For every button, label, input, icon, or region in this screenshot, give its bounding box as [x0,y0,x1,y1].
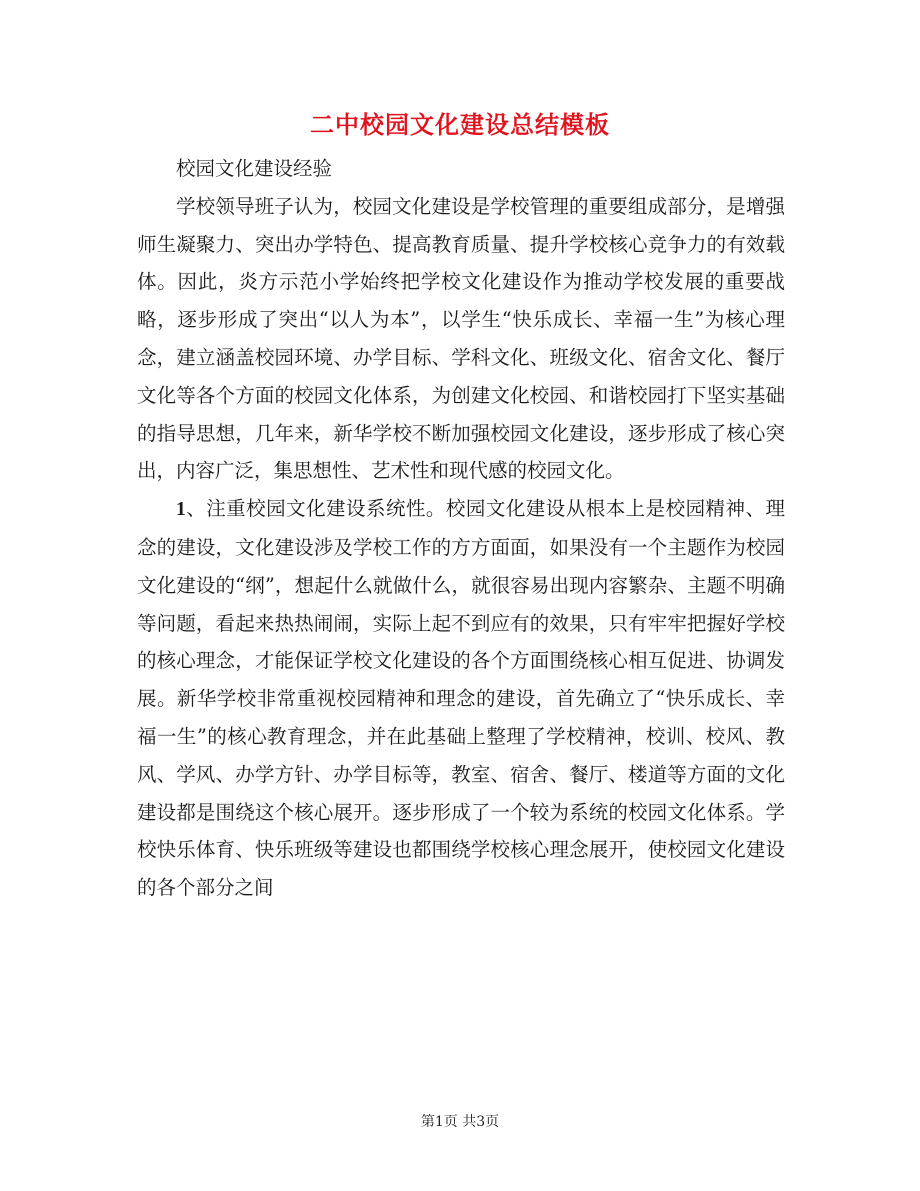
paragraph-1: 学校领导班子认为，校园文化建设是学校管理的重要组成部分，是增强师生凝聚力、突出办学特色、提高教育质量、提升学校核心竞争力的有效载体。因此，炎方示范小学始终把学校文化建设作为推动学校发展的重要战略，逐步形成了突出“以人为本”，以学生“快乐成长、幸福一生”为核心理念，建立涵盖校园环境、办学目标、学科文化、班级文化、宿舍文化、餐厅文化等各个方面的校园文化体系，为创建文化校园、和谐校园打下坚实基础的指导思想，几年来，新华学校不断加强校园文化建设，逐步形成了核心突出，内容广泛，集思想性、艺术性和现代感的校园文化。 [137,194,785,483]
document-body [137,150,785,907]
page-footer: 第1页 共3页 [420,1114,500,1130]
paragraph-2 [137,490,785,907]
paragraph-2-number: 1 [176,499,186,521]
section-heading: 校园文化建设经验 [176,157,333,180]
paragraph-2-text: 、注重校园文化建设系统性。校园文化建设从根本上是校园精神、理念的建设，文化建设涉及学校工作的方方面面，如果没有一个主题作为校园文化建设的“纲”，想起什么就做什么，就很容易出现内容繁杂、主题不明确等问题，看起来热热闹闹，实际上起不到应有的效果，只有牢牢把握好学校的核心理念，才能保证学校文化建设的各个方面围绕核心相互促进、协调发展。新华学校非常重视校园精神和理念的建设，首先确立了“快乐成长、幸福一生”的核心教育理念，并在此基础上整理了学校精神，校训、校风、教风、学风、办学方针、办学目标等，教室、宿舍、餐厅、楼道等方面的文化建设都是围绕这个核心展开。逐步形成了一个较为系统的校园文化体系。学校快乐体育、快乐班级等建设也都围绕学校核心理念展开，使校园文化建设的各个部分之间 [137,497,785,900]
document-title: 二中校园文化建设总结模板 [310,110,610,139]
